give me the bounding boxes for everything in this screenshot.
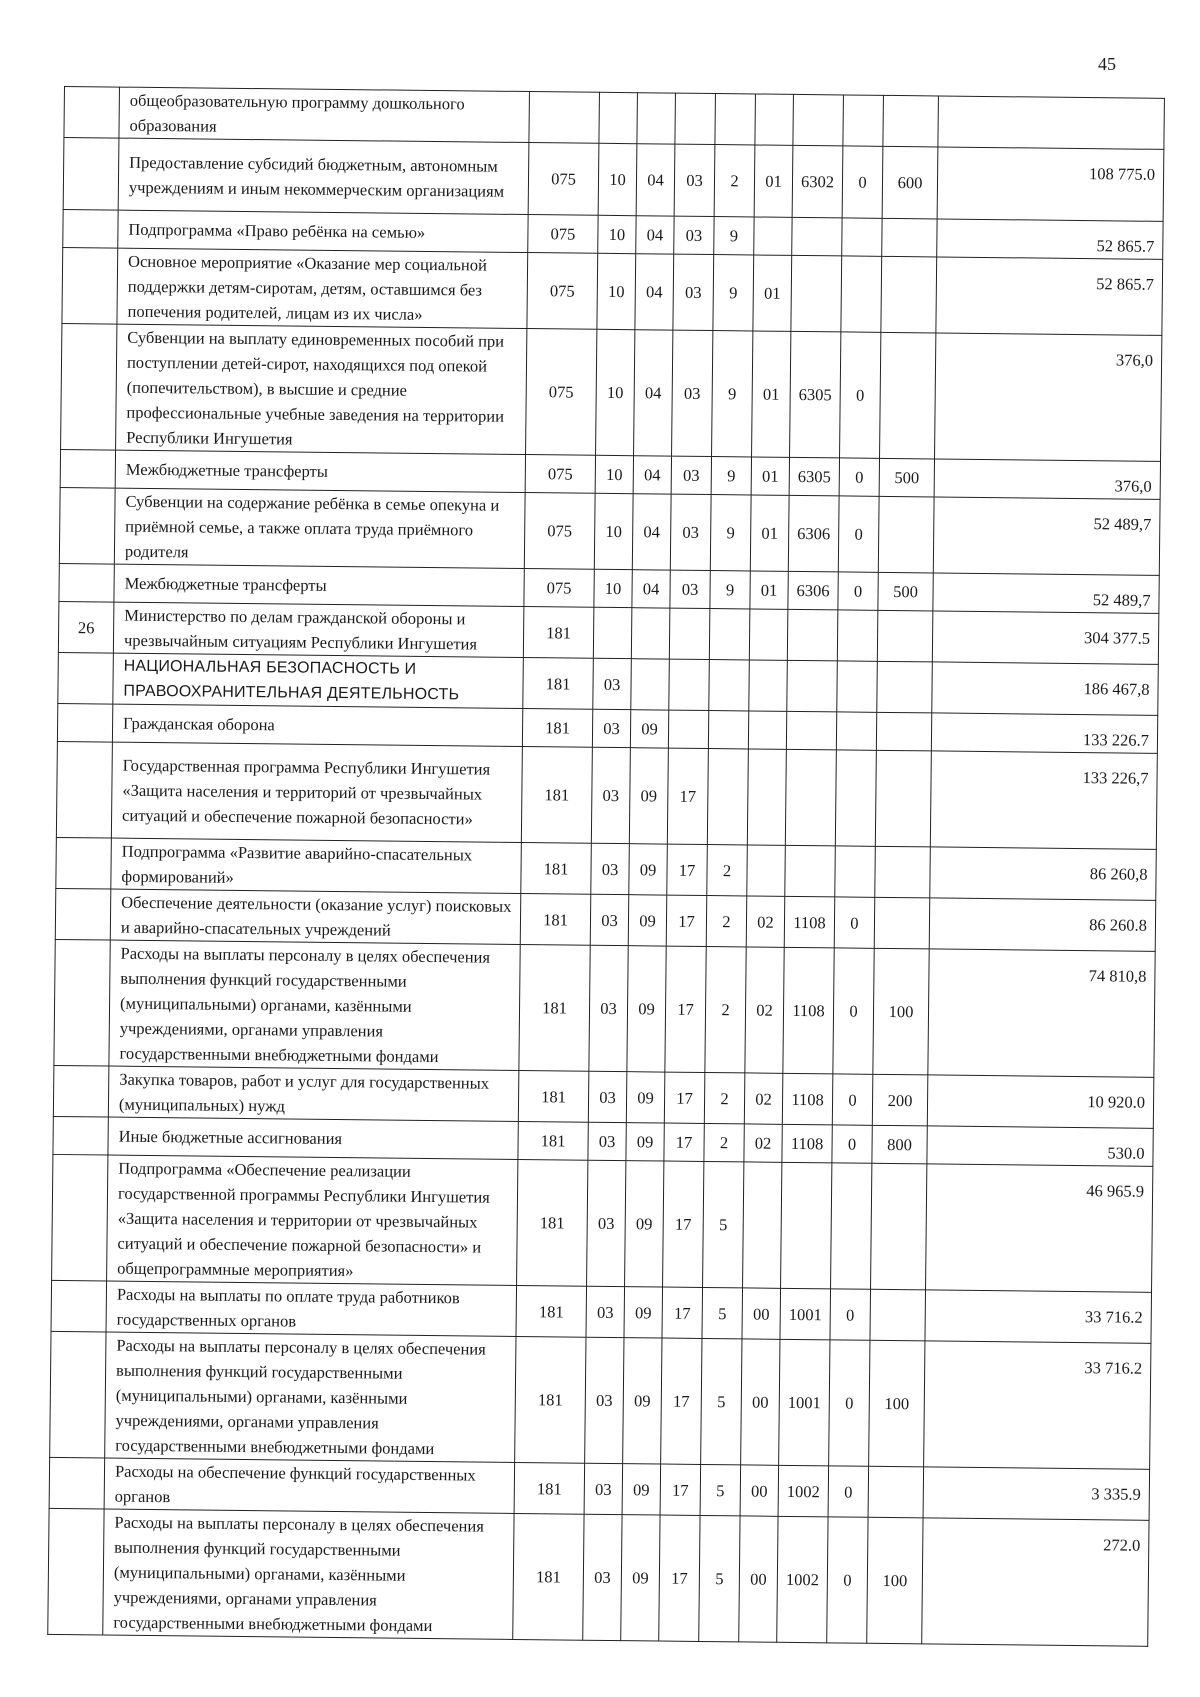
code-section: 10 xyxy=(596,329,635,455)
code-extra: 0 xyxy=(839,458,879,496)
code-expense-type xyxy=(870,1289,926,1341)
code-expense-type xyxy=(882,218,937,257)
code-subsection: 09 xyxy=(622,1464,661,1515)
code-activity: 02 xyxy=(744,1124,782,1162)
row-number xyxy=(59,563,114,602)
amount: 186 467,8 xyxy=(932,662,1159,715)
amount: 33 716.2 xyxy=(924,1341,1151,1469)
code-section xyxy=(599,92,638,143)
code-subsection: 04 xyxy=(636,144,675,216)
table-body xyxy=(48,87,1165,1647)
code-program: 03 xyxy=(671,456,711,494)
code-subsection: 04 xyxy=(636,216,674,254)
code-activity: 01 xyxy=(752,331,791,457)
code-section: 03 xyxy=(593,658,632,709)
code-subsection xyxy=(631,608,670,659)
code-expense-type xyxy=(871,1163,927,1290)
code-direction: 6305 xyxy=(790,331,841,458)
amount: 304 377.5 xyxy=(932,611,1159,664)
amount: 10 920.0 xyxy=(927,1075,1154,1128)
code-extra: 0 xyxy=(827,1517,868,1643)
code-direction: 6306 xyxy=(788,495,839,572)
code-program: 03 xyxy=(670,570,710,608)
code-direction: 1002 xyxy=(777,1516,828,1643)
item-name: Расходы на выплаты персоналу в целях обеспечения выполнения функций государственными (муниципальными) органами, казёнными учреждениями, органами управления государственными внебюджетными фондами xyxy=(103,1509,514,1639)
code-subprogram xyxy=(709,609,750,660)
code-extra: 0 xyxy=(832,1074,873,1125)
code-program xyxy=(669,608,710,659)
code-direction xyxy=(787,660,838,712)
code-subsection: 09 xyxy=(630,710,668,748)
code-direction xyxy=(793,94,844,146)
code-subsection: 09 xyxy=(624,1287,663,1338)
code-direction: 6306 xyxy=(788,571,838,610)
code-expense-type: 200 xyxy=(872,1074,928,1126)
item-name: Расходы на выплаты персоналу в целях обеспечения выполнения функций государственными (муниципальными) органами, казёнными учреждениями, органами управления государственными внебюджетными фондами xyxy=(109,940,520,1070)
code-subprogram: 2 xyxy=(707,845,748,896)
amount: 3 335.9 xyxy=(923,1467,1150,1520)
item-name: Субвенции на содержание ребёнка в семье опекуна и приёмной семье, а также оплата труда приёмного родителя xyxy=(114,488,525,568)
row-number xyxy=(57,703,112,742)
code-section: 03 xyxy=(590,894,629,945)
code-program: 03 xyxy=(670,494,711,570)
code-extra xyxy=(837,661,878,712)
code-section: 03 xyxy=(591,843,630,894)
amount: 52 865.7 xyxy=(937,219,1163,259)
code-grbs: 075 xyxy=(526,329,597,456)
code-grbs: 181 xyxy=(520,893,591,945)
item-name: Министерство по делам гражданской обороны и чрезвычайным ситуациям Республики Ингушетия xyxy=(113,602,524,657)
code-expense-type xyxy=(880,332,936,459)
amount: 52 489,7 xyxy=(933,573,1159,613)
code-expense-type xyxy=(875,846,931,898)
amount: 530.0 xyxy=(927,1126,1153,1166)
code-activity: 02 xyxy=(744,1073,783,1124)
row-number xyxy=(62,247,118,324)
code-subprogram: 5 xyxy=(699,1515,740,1641)
code-extra xyxy=(837,610,878,661)
row-number xyxy=(56,837,112,889)
code-extra: 0 xyxy=(834,897,875,948)
code-grbs: 075 xyxy=(525,455,595,494)
code-subprogram: 2 xyxy=(706,896,747,947)
code-program: 17 xyxy=(662,1287,703,1338)
code-direction: 1108 xyxy=(782,1124,832,1163)
code-subprogram: 2 xyxy=(705,946,746,1072)
item-name: Подпрограмма «Право ребёнка на семью» xyxy=(118,210,528,252)
code-section: 10 xyxy=(594,493,633,569)
code-extra: 0 xyxy=(833,948,874,1074)
row-number xyxy=(49,1457,105,1509)
code-expense-type xyxy=(876,712,931,751)
code-section: 03 xyxy=(592,709,630,747)
row-number xyxy=(56,741,112,838)
code-expense-type xyxy=(875,750,931,847)
code-section: 10 xyxy=(594,569,632,607)
code-subsection: 09 xyxy=(629,844,668,895)
code-subprogram: 5 xyxy=(700,1464,741,1515)
code-grbs: 181 xyxy=(513,1513,584,1640)
row-number xyxy=(48,1508,104,1635)
code-expense-type: 500 xyxy=(878,572,933,611)
code-direction: 1108 xyxy=(784,896,835,948)
code-subprogram: 5 xyxy=(701,1338,742,1464)
code-extra: 0 xyxy=(830,1289,871,1340)
budget-table xyxy=(47,86,1165,1647)
code-activity: 00 xyxy=(742,1288,781,1339)
code-activity xyxy=(748,711,786,749)
table-row xyxy=(59,487,1160,575)
code-program: 17 xyxy=(667,844,708,895)
item-name: общеобразовательную программу дошкольного образования xyxy=(119,87,530,142)
code-extra xyxy=(842,218,882,256)
code-activity: 01 xyxy=(750,495,789,571)
row-number xyxy=(51,1280,107,1332)
row-number xyxy=(63,209,118,248)
code-extra: 0 xyxy=(840,332,881,458)
code-activity: 00 xyxy=(739,1516,778,1642)
code-subsection: 09 xyxy=(621,1515,660,1641)
amount: 46 965.9 xyxy=(926,1164,1153,1292)
amount: 86 260,8 xyxy=(930,847,1157,900)
code-section: 10 xyxy=(598,215,636,253)
code-subsection: 04 xyxy=(635,254,674,330)
code-direction: 1108 xyxy=(782,1073,833,1125)
code-extra xyxy=(836,712,876,750)
code-section: 03 xyxy=(588,1122,626,1160)
row-number xyxy=(61,323,117,450)
code-subprogram: 5 xyxy=(703,1161,744,1287)
code-grbs: 075 xyxy=(527,253,598,330)
code-expense-type: 100 xyxy=(867,1517,923,1644)
code-grbs xyxy=(529,92,600,144)
code-extra xyxy=(835,846,876,897)
code-direction: 1001 xyxy=(780,1288,831,1340)
code-direction xyxy=(787,609,838,661)
code-expense-type xyxy=(881,256,937,333)
table-row xyxy=(62,247,1163,335)
code-expense-type xyxy=(883,95,939,147)
row-number xyxy=(53,1116,108,1155)
code-activity xyxy=(749,609,788,660)
amount: 108 775.0 xyxy=(937,147,1164,221)
code-grbs: 181 xyxy=(518,1070,589,1122)
code-expense-type: 100 xyxy=(869,1340,925,1467)
item-name: Субвенции на выплату единовременных пособий при поступлении детей-сирот, находящихся под опекой (попечительством), в высшие и средние профессиональные учебные заведения на территории Республики Ингушетия xyxy=(116,324,527,454)
amount: 133 226.7 xyxy=(931,713,1157,753)
code-activity: 01 xyxy=(753,255,792,331)
code-subprogram: 9 xyxy=(710,495,751,571)
row-number xyxy=(55,888,111,940)
code-activity: 01 xyxy=(750,571,788,609)
item-name: Основное мероприятие «Оказание мер социальной поддержки детям-сиротам, детям, оставшимся без попечения родителей, лицам из их числа» xyxy=(117,248,528,328)
code-program: 03 xyxy=(673,254,714,330)
item-name: Предоставление субсидий бюджетным, автономным учреждениям и иным некоммерческим организациям xyxy=(118,138,529,214)
code-extra xyxy=(841,256,882,332)
code-expense-type: 600 xyxy=(882,146,938,219)
code-section: 03 xyxy=(589,945,628,1071)
code-activity: 01 xyxy=(751,457,789,495)
code-subprogram: 9 xyxy=(713,255,754,331)
code-activity xyxy=(754,217,792,255)
code-grbs: 181 xyxy=(523,658,594,710)
code-section: 10 xyxy=(597,253,636,329)
code-subsection: 04 xyxy=(634,330,673,456)
code-expense-type xyxy=(877,661,933,713)
code-expense-type xyxy=(877,610,933,662)
code-grbs: 075 xyxy=(524,569,594,608)
code-activity xyxy=(755,94,794,145)
code-extra: 0 xyxy=(838,572,878,610)
code-expense-type: 500 xyxy=(879,458,934,497)
code-subprogram xyxy=(707,749,748,845)
code-grbs: 181 xyxy=(514,1462,585,1514)
code-subprogram: 2 xyxy=(704,1123,744,1161)
item-name: Государственная программа Республики Ингушетия «Защита населения и территорий от чрезвычайных ситуаций и обеспечение пожарной безопасности» xyxy=(111,742,522,842)
code-section: 03 xyxy=(591,747,630,843)
code-program xyxy=(669,659,710,710)
code-activity xyxy=(749,660,788,711)
code-expense-type: 100 xyxy=(873,948,929,1075)
code-direction xyxy=(792,217,842,256)
row-number xyxy=(54,939,110,1066)
code-section: 03 xyxy=(586,1286,625,1337)
code-subprogram: 2 xyxy=(714,145,755,217)
code-program: 17 xyxy=(664,1072,705,1123)
code-program: 03 xyxy=(674,216,714,254)
code-grbs: 181 xyxy=(518,1121,588,1160)
code-subsection: 04 xyxy=(632,570,670,608)
row-number xyxy=(53,1065,109,1117)
code-direction: 1002 xyxy=(778,1465,829,1517)
code-expense-type: 800 xyxy=(872,1125,927,1164)
table-row xyxy=(63,138,1164,222)
row-number xyxy=(64,87,120,139)
code-expense-type xyxy=(868,1466,924,1518)
code-extra: 0 xyxy=(832,1125,872,1163)
code-extra: 0 xyxy=(838,496,879,572)
code-extra xyxy=(843,95,884,146)
code-subsection: 04 xyxy=(632,494,671,570)
code-activity xyxy=(747,749,786,845)
table-row xyxy=(50,1331,1151,1469)
code-subsection: 09 xyxy=(629,748,668,844)
code-extra: 0 xyxy=(828,1466,869,1517)
item-name: НАЦИОНАЛЬНАЯ БЕЗОПАСНОСТЬ И ПРАВООХРАНИТЕЛЬНАЯ ДЕЯТЕЛЬНОСТЬ xyxy=(113,653,524,708)
code-program: 17 xyxy=(664,1123,704,1161)
item-name: Подпрограмма «Обеспечение реализации государственной программы Республики Ингушетия «Защита населения и территории от чрезвычайных ситуаций и обеспечение пожарной безопасности» и общепрограммные мероприятия» xyxy=(107,1155,518,1285)
code-program: 17 xyxy=(659,1515,700,1641)
table-row xyxy=(61,323,1162,461)
item-name: Обеспечение деятельности (оказание услуг) поисковых и аварийно-спасательных учреждений xyxy=(110,889,521,944)
code-activity: 02 xyxy=(745,947,784,1073)
amount: 86 260.8 xyxy=(929,898,1156,951)
amount: 52 865.7 xyxy=(936,257,1163,335)
code-program: 17 xyxy=(661,1338,702,1464)
code-section: 03 xyxy=(588,1071,627,1122)
code-activity xyxy=(743,1162,782,1288)
code-subprogram: 9 xyxy=(712,331,753,457)
code-subsection: 09 xyxy=(623,1338,662,1464)
item-name: Межбюджетные трансферты xyxy=(115,450,525,492)
item-name: Подпрограмма «Развитие аварийно-спасательных формирований» xyxy=(111,838,522,893)
code-program: 17 xyxy=(665,946,706,1072)
code-grbs: 181 xyxy=(521,842,592,894)
code-direction: 1001 xyxy=(779,1339,830,1466)
code-subsection: 04 xyxy=(633,456,671,494)
code-subsection: 09 xyxy=(625,1161,664,1287)
code-subprogram: 9 xyxy=(710,571,750,609)
code-subsection xyxy=(637,93,676,144)
code-activity: 00 xyxy=(741,1339,780,1465)
row-number xyxy=(59,487,115,564)
amount: 33 716.2 xyxy=(925,1290,1152,1343)
code-subsection: 09 xyxy=(626,1123,664,1161)
code-section xyxy=(593,607,632,658)
row-number xyxy=(58,652,114,704)
budget-table-sheet xyxy=(47,86,1164,1647)
code-activity: 01 xyxy=(754,145,793,217)
code-expense-type xyxy=(874,897,930,949)
code-subsection: 09 xyxy=(627,946,666,1072)
item-name: Иные бюджетные ассигнования xyxy=(108,1117,518,1159)
code-grbs: 181 xyxy=(522,709,592,748)
code-section: 10 xyxy=(598,143,637,215)
code-extra: 0 xyxy=(842,146,883,218)
code-direction xyxy=(785,749,836,846)
code-program xyxy=(675,93,716,144)
code-direction: 6302 xyxy=(792,145,843,218)
code-direction xyxy=(781,1162,832,1289)
item-name: Расходы на выплаты персоналу в целях обеспечения выполнения функций государственными (муниципальными) органами, казёнными учреждениями, органами управления государственными внебюджетными фондами xyxy=(105,1332,516,1462)
code-grbs: 075 xyxy=(528,143,599,216)
row-number xyxy=(50,1331,106,1458)
amount: 376,0 xyxy=(934,459,1160,499)
item-name: Закупка товаров, работ и услуг для государственных (муниципальных) нужд xyxy=(108,1066,519,1121)
table-row xyxy=(54,939,1155,1077)
code-grbs: 181 xyxy=(517,1159,588,1286)
code-program xyxy=(668,710,708,748)
code-extra: 0 xyxy=(829,1340,870,1466)
code-grbs: 075 xyxy=(528,215,598,254)
code-subsection: 09 xyxy=(626,1072,665,1123)
code-subprogram: 9 xyxy=(714,217,754,255)
code-subprogram: 9 xyxy=(711,457,751,495)
table-row xyxy=(52,1154,1153,1292)
code-subprogram: 2 xyxy=(704,1072,745,1123)
code-activity: 00 xyxy=(740,1465,779,1516)
code-extra xyxy=(835,750,876,846)
item-name: Расходы на выплаты по оплате труда работников государственных органов xyxy=(106,1281,517,1336)
code-direction: 1108 xyxy=(783,947,834,1074)
amount: 52 489,7 xyxy=(933,497,1160,575)
code-section: 03 xyxy=(585,1337,624,1463)
code-subsection: 09 xyxy=(628,895,667,946)
code-grbs: 181 xyxy=(515,1336,586,1463)
row-number xyxy=(60,449,115,488)
item-name: Межбюджетные трансферты xyxy=(114,564,524,606)
code-program: 17 xyxy=(666,895,707,946)
code-grbs: 181 xyxy=(519,944,590,1071)
amount: 376,0 xyxy=(935,333,1162,461)
code-expense-type xyxy=(878,496,934,573)
table-row xyxy=(48,1508,1149,1646)
code-activity xyxy=(747,845,786,896)
table-row xyxy=(56,741,1157,849)
code-subprogram xyxy=(709,660,750,711)
code-section: 03 xyxy=(587,1160,626,1286)
row-number xyxy=(52,1154,108,1281)
code-extra xyxy=(831,1163,872,1289)
code-grbs: 181 xyxy=(523,607,594,659)
item-name: Гражданская оборона xyxy=(112,704,522,746)
code-subprogram xyxy=(715,94,756,145)
code-program: 17 xyxy=(660,1464,701,1515)
code-activity: 02 xyxy=(746,896,785,947)
amount: 74 810,8 xyxy=(928,949,1155,1077)
code-direction xyxy=(791,255,842,332)
page-number: 45 xyxy=(1098,54,1116,74)
code-direction xyxy=(786,711,836,750)
code-section: 10 xyxy=(595,455,633,493)
code-section: 03 xyxy=(583,1514,622,1640)
code-program: 03 xyxy=(674,144,715,216)
code-section: 03 xyxy=(584,1463,623,1514)
amount: 133 226,7 xyxy=(930,751,1157,849)
code-program: 17 xyxy=(667,748,708,844)
code-grbs: 075 xyxy=(524,493,595,570)
amount xyxy=(938,96,1165,149)
code-grbs: 181 xyxy=(516,1285,587,1337)
amount: 272.0 xyxy=(922,1518,1149,1646)
row-number: 26 xyxy=(58,601,114,653)
code-direction: 6305 xyxy=(789,457,839,496)
code-subprogram xyxy=(708,711,748,749)
code-program: 03 xyxy=(672,330,713,456)
code-grbs: 181 xyxy=(521,746,592,843)
code-program: 17 xyxy=(663,1161,704,1287)
code-subsection xyxy=(631,659,670,710)
row-number xyxy=(63,138,119,211)
code-direction xyxy=(785,845,836,897)
code-subprogram: 5 xyxy=(702,1287,743,1338)
item-name: Расходы на обеспечение функций государственных органов xyxy=(104,1458,515,1513)
